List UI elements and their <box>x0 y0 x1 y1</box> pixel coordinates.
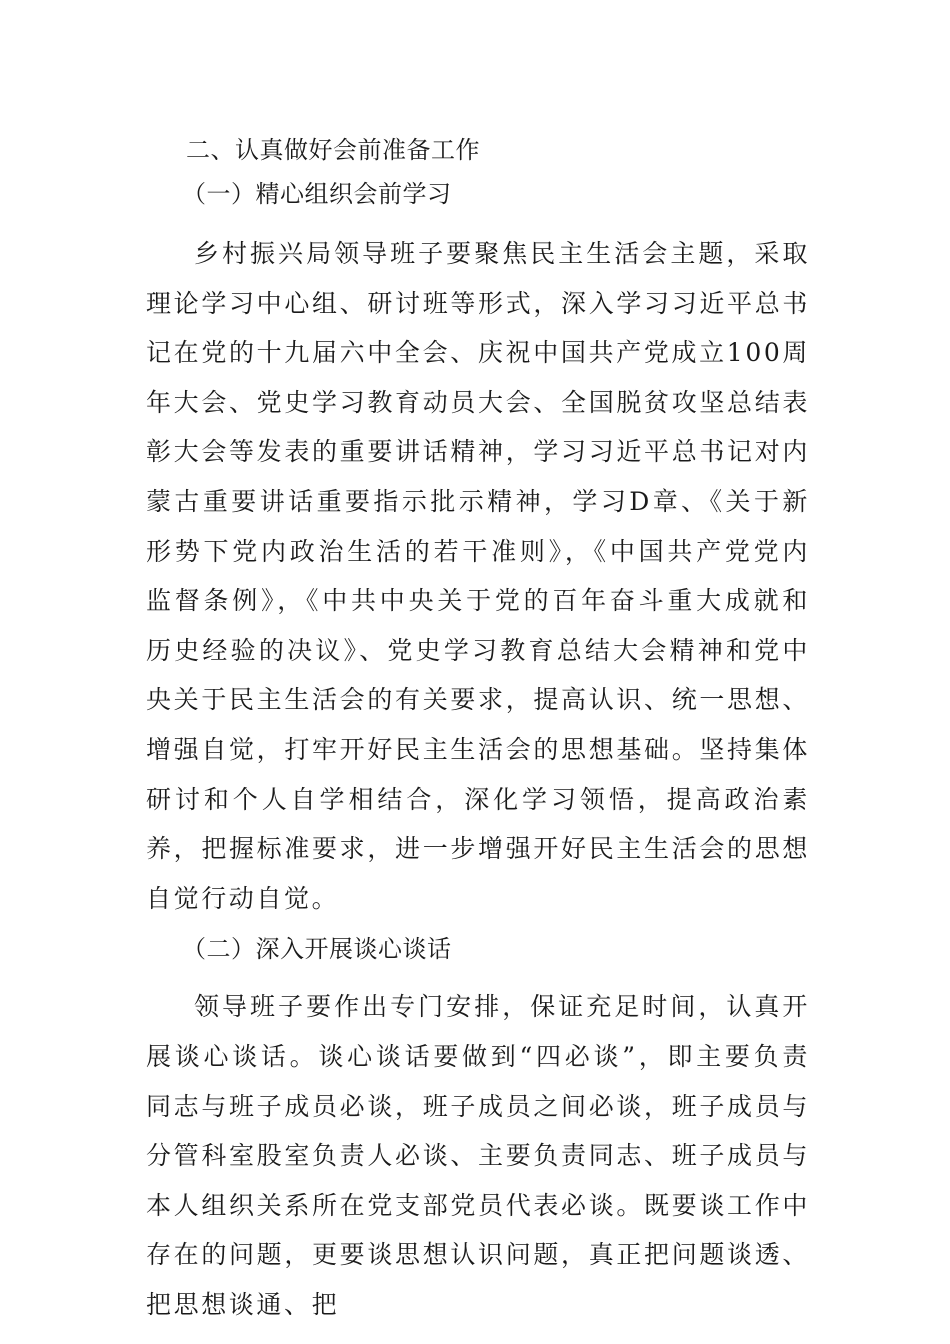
subsection-heading-study: （一）精心组织会前学习 <box>182 180 452 208</box>
paragraph-talks: 领导班子要作出专门安排，保证充足时间，认真开展谈心谈话。谈心谈话要做到“四必谈”，即主要负责同志与班子成员必谈，班子成员之间必谈，班子成员与分管科室股室负责人必谈、主要负责同志、班子成员与本人组织关系所在党支部党员代表必谈。既要谈工作中存在的问题，更要谈思想认识问题，真正把问题谈透、把思想谈通、把 <box>146 992 810 1319</box>
paragraph-study: 乡村振兴局领导班子要聚焦民主生活会主题，采取理论学习中心组、研讨班等形式，深入学习习近平总书记在党的十九届六中全会、庆祝中国共产党成立100周年大会、党史学习教育动员大会、全国脱贫攻坚总结表彰大会等发表的重要讲话精神，学习习近平总书记对内蒙古重要讲话重要指示批示精神，学习D章、《关于新形势下党内政治生活的若干准则》，《中国共产党党内监督条例》，《中共中央关于党的百年奋斗重大成就和历史经验的决议》、党史学习教育总结大会精神和党中央关于民主生活会的有关要求，提高认识、统一思想、增强自觉，打牢开好民主生活会的思想基础。坚持集体研讨和个人自学相结合，深化学习领悟，提高政治素养，把握标准要求，进一步增强开好民主生活会的思想自觉行动自觉。 <box>146 239 810 913</box>
section-heading: 二、认真做好会前准备工作 <box>186 136 480 164</box>
document-body <box>146 128 810 1329</box>
subsection-heading-talks: （二）深入开展谈心谈话 <box>182 935 452 964</box>
